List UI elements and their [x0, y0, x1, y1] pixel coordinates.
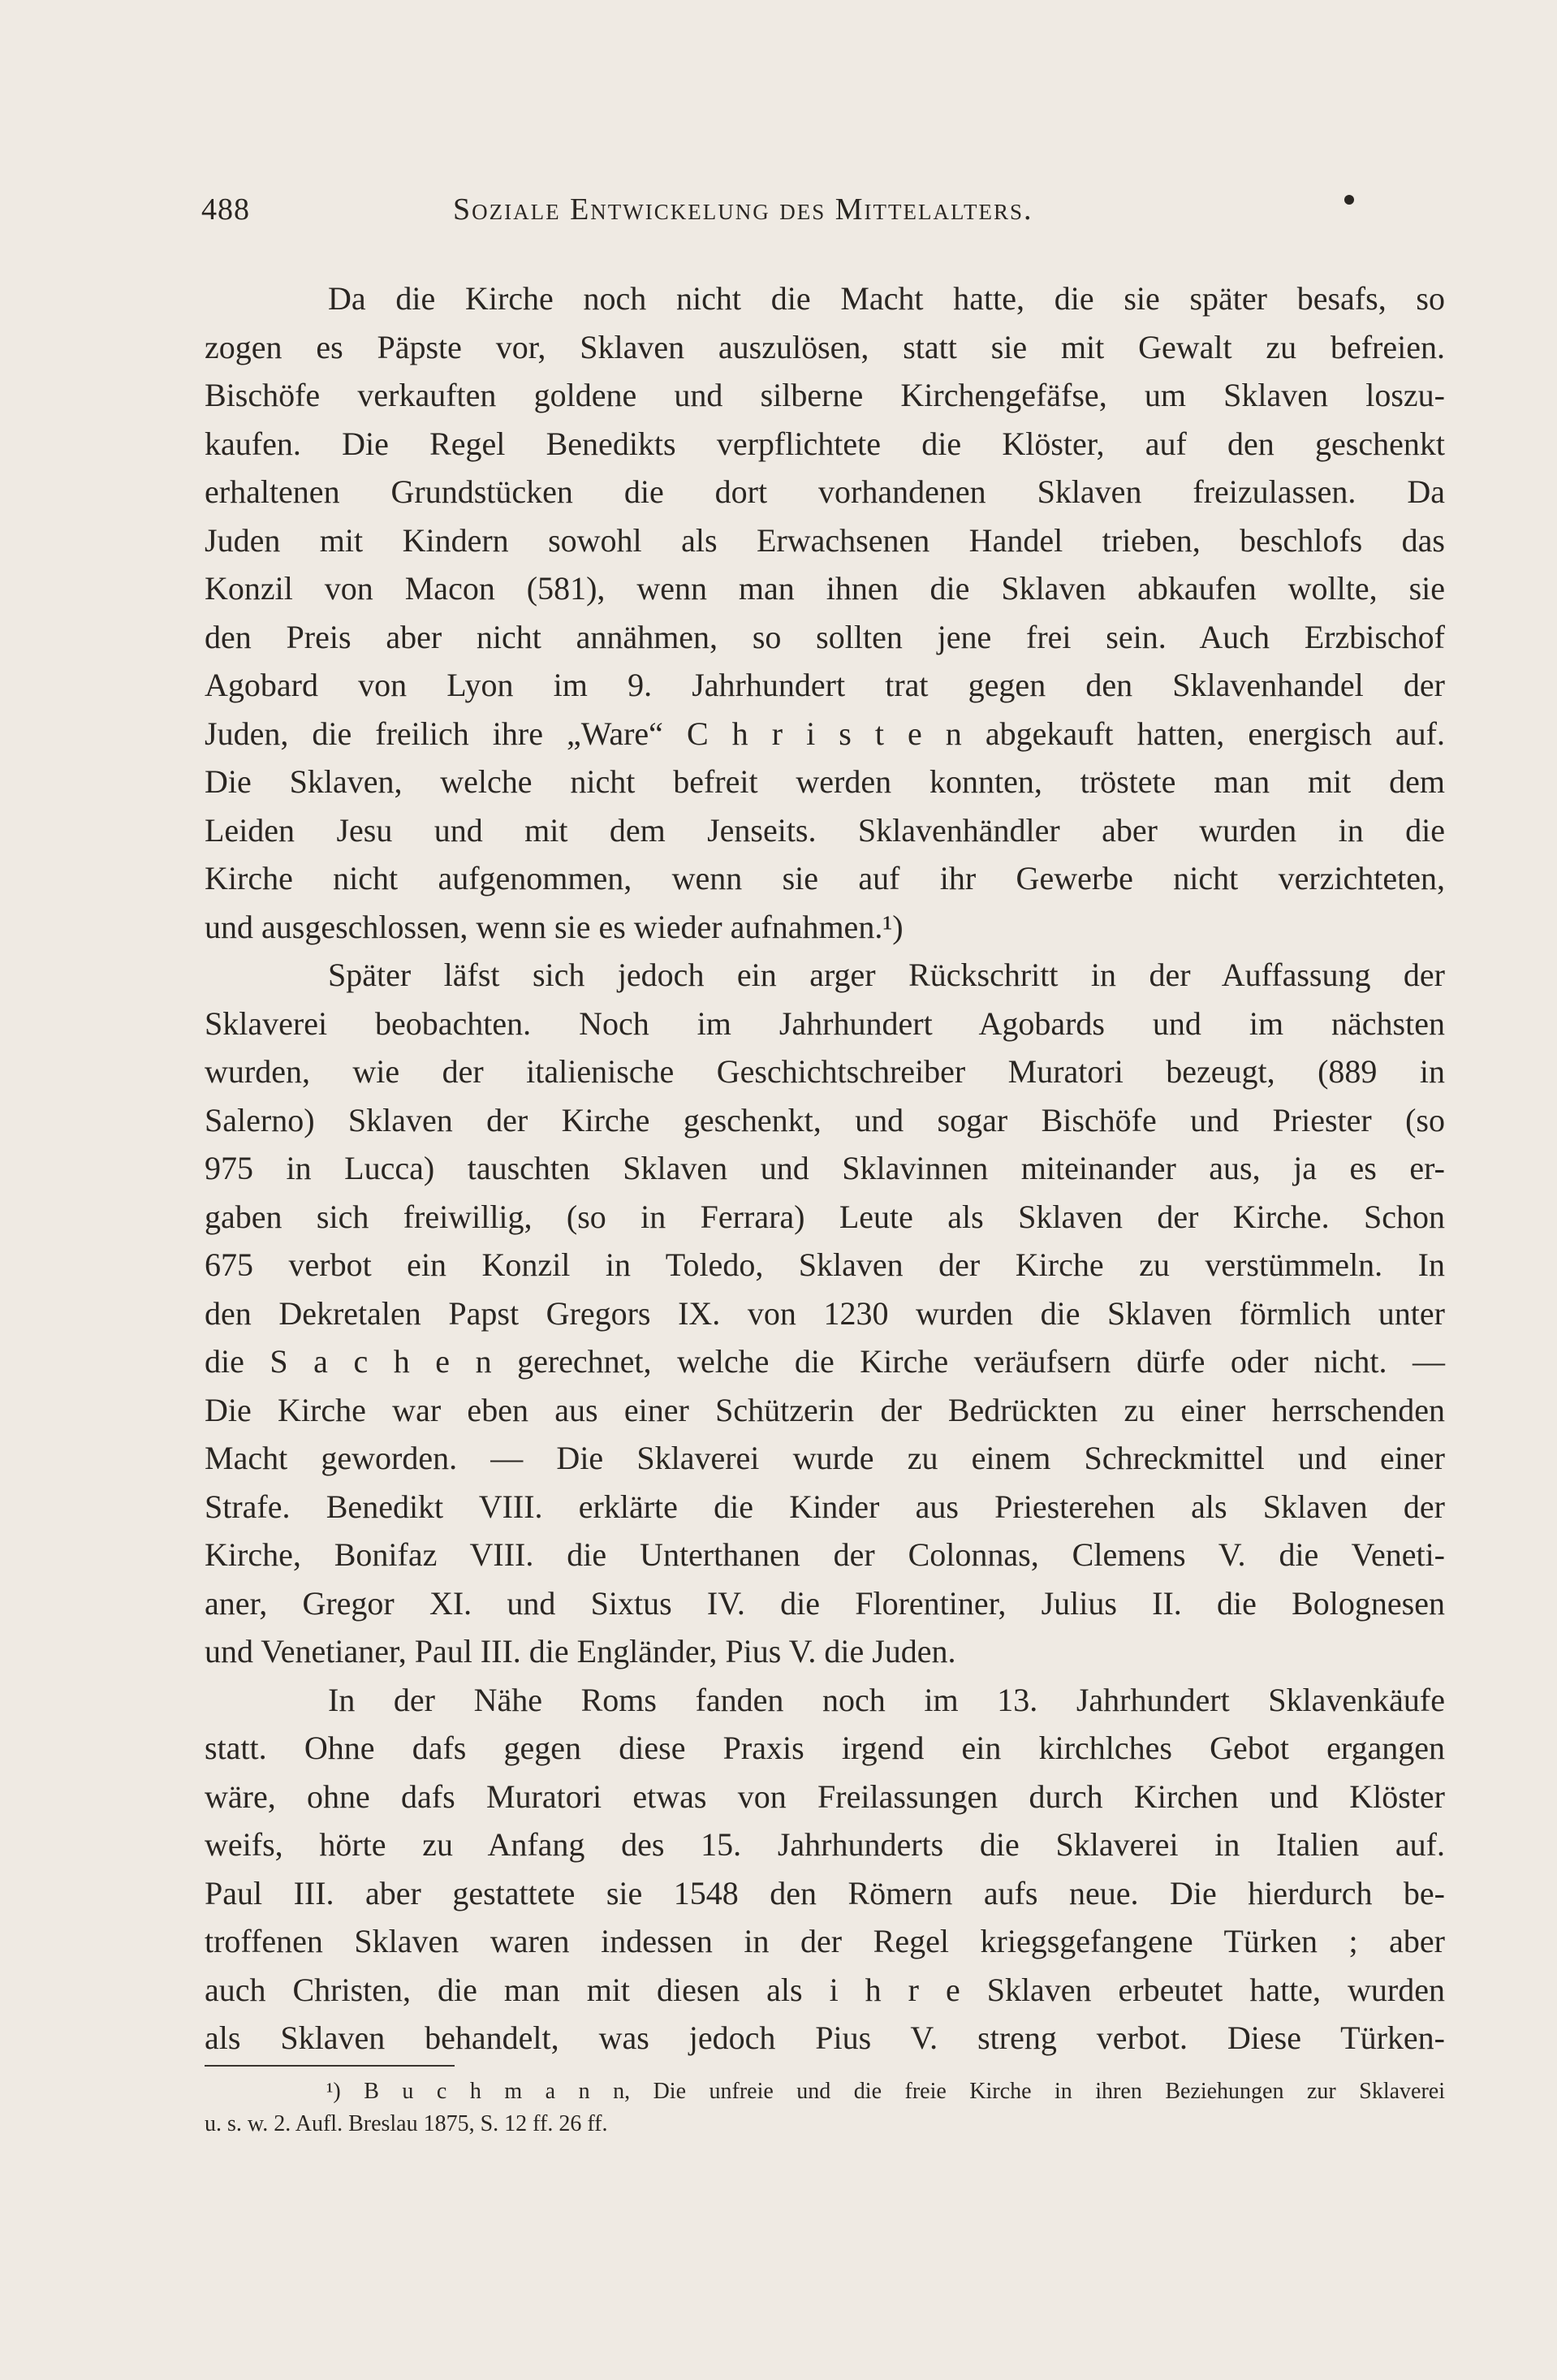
- text-line: als Sklaven behandelt, was jedoch Pius V. streng verbot. Diese Türken-: [205, 2019, 1445, 2056]
- text-line: Später läfst sich jedoch ein arger Rückschritt in der Auffassung der: [328, 957, 1445, 993]
- header-dot: [1344, 195, 1354, 205]
- text-line: weifs, hörte zu Anfang des 15. Jahrhunderts die Sklaverei in Italien auf.: [205, 1826, 1445, 1863]
- text-line: Strafe. Benedikt VIII. erklärte die Kinder aus Priesterehen als Sklaven der: [205, 1488, 1445, 1525]
- text-line: und ausgeschlossen, wenn sie es wieder aufnahmen.¹): [205, 908, 904, 945]
- text-line: Juden mit Kindern sowohl als Erwachsenen Handel trieben, beschlofs das: [205, 521, 1445, 559]
- text-line: Bischöfe verkauften goldene und silberne Kirchengefäfse, um Sklaven loszu-: [205, 377, 1445, 413]
- text-line: kaufen. Die Regel Benedikts verpflichtete die Klöster, auf den geschenkt: [205, 425, 1445, 462]
- footnotes: [205, 2075, 1445, 2140]
- text-line: statt. Ohne dafs gegen diese Praxis irgend ein kirchlches Gebot ergangen: [205, 1730, 1445, 1766]
- text-line: und Venetianer, Paul III. die Engländer, Pius V. die Juden.: [205, 1633, 956, 1669]
- text-line: Konzil von Macon (581), wenn man ihnen die Sklaven abkaufen wollte, sie: [205, 570, 1445, 607]
- text-line: Die Sklaven, welche nicht befreit werden konnten, tröstete man mit dem: [205, 763, 1445, 800]
- text-line: Juden, die freilich ihre „Ware“ C h r i s t e n abgekauft hatten, energisch auf.: [205, 715, 1445, 752]
- text-line: In der Nähe Roms fanden noch im 13. Jahrhundert Sklavenkäufe: [328, 1681, 1445, 1718]
- text-line: Sklaverei beobachten. Noch im Jahrhundert Agobards und im nächsten: [205, 1004, 1445, 1042]
- footnote-line: ¹) B u c h m a n n, Die unfreie und die freie Kirche in ihren Beziehungen zur Sklaverei: [326, 2079, 1445, 2104]
- text-line: Kirche nicht aufgenommen, wenn sie auf ihr Gewerbe nicht verzichteten,: [205, 860, 1445, 896]
- text-line: Leiden Jesu und mit dem Jenseits. Sklavenhändler aber wurden in die: [205, 811, 1445, 849]
- text-line: zogen es Päpste vor, Sklaven auszulösen, statt sie mit Gewalt zu befreien.: [205, 328, 1445, 365]
- text-line: die S a c h e n gerechnet, welche die Kirche veräufsern dürfe oder nicht. —: [205, 1343, 1445, 1380]
- footnote-line: u. s. w. 2. Aufl. Breslau 1875, S. 12 ff. 26 ff.: [205, 2111, 608, 2136]
- text-line: 975 in Lucca) tauschten Sklaven und Sklavinnen miteinander aus, ja es er-: [205, 1150, 1445, 1186]
- text-line: Die Kirche war eben aus einer Schützerin der Bedrückten zu einer herrschenden: [205, 1391, 1445, 1428]
- text-line: gaben sich freiwillig, (so in Ferrara) Leute als Sklaven der Kirche. Schon: [205, 1198, 1445, 1235]
- page-header: [201, 192, 1370, 240]
- text-line: den Dekretalen Papst Gregors IX. von 1230 wurden die Sklaven förmlich unter: [205, 1294, 1445, 1332]
- text-line: auch Christen, die man mit diesen als i h r e Sklaven erbeutet hatte, wurden: [205, 1971, 1445, 2008]
- text-line: Macht geworden. — Die Sklaverei wurde zu einem Schreckmittel und einer: [205, 1440, 1445, 1476]
- body-text: [205, 274, 1445, 2063]
- text-line: den Preis aber nicht annähmen, so sollten jene frei sein. Auch Erzbischof: [205, 618, 1445, 655]
- running-head: Soziale Entwickelung des Mittelalters.: [453, 192, 1033, 227]
- page-number: 488: [201, 192, 250, 227]
- text-line: troffenen Sklaven waren indessen in der Regel kriegsgefangene Türken ; aber: [205, 1923, 1445, 1959]
- text-line: aner, Gregor XI. und Sixtus IV. die Florentiner, Julius II. die Bolognesen: [205, 1584, 1445, 1622]
- text-line: erhaltenen Grundstücken die dort vorhandenen Sklaven freizulassen. Da: [205, 473, 1445, 510]
- text-line: wäre, ohne dafs Muratori etwas von Freilassungen durch Kirchen und Klöster: [205, 1777, 1445, 1815]
- text-line: 675 verbot ein Konzil in Toledo, Sklaven der Kirche zu verstümmeln. In: [205, 1246, 1445, 1283]
- text-line: wurden, wie der italienische Geschichtschreiber Muratori bezeugt, (889 in: [205, 1053, 1445, 1090]
- text-line: Paul III. aber gestattete sie 1548 den Römern aufs neue. Die hierdurch be-: [205, 1874, 1445, 1911]
- text-line: Da die Kirche noch nicht die Macht hatte, die sie später besafs, so: [328, 280, 1445, 317]
- footnote-divider: [205, 2065, 455, 2067]
- text-line: Agobard von Lyon im 9. Jahrhundert trat gegen den Sklavenhandel der: [205, 667, 1445, 703]
- text-line: Salerno) Sklaven der Kirche geschenkt, und sogar Bischöfe und Priester (so: [205, 1101, 1445, 1138]
- text-line: Kirche, Bonifaz VIII. die Unterthanen der Colonnas, Clemens V. die Veneti-: [205, 1536, 1445, 1573]
